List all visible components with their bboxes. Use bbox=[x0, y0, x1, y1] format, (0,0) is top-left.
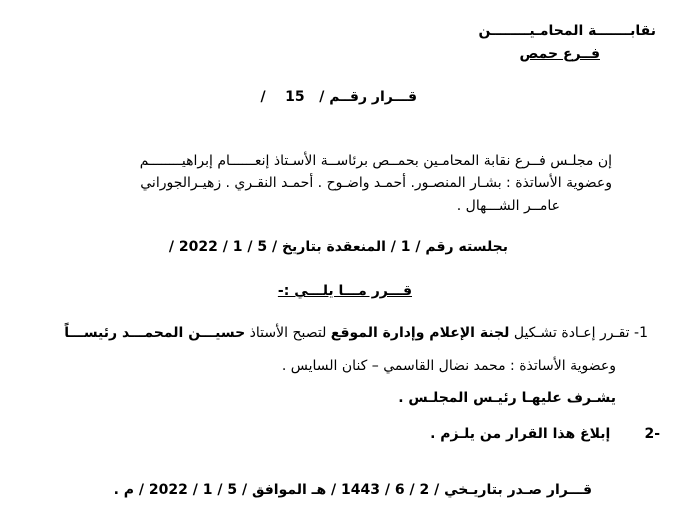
item-1-text-a: تقـرر إعـادة تشـكيل bbox=[513, 325, 630, 341]
intro-line-2: وعضوية الأساتذة : بشـار المنصـور. أحمـد واضـوح . أحمـد النقـري . زهيـرالجوراني bbox=[140, 175, 612, 191]
branch-name: فــرع حمص bbox=[519, 46, 600, 62]
item-1-number: 1- bbox=[634, 325, 648, 341]
decision-title bbox=[261, 88, 417, 106]
item-1-committee: لجنة الإعلام وإدارة الموقع bbox=[330, 325, 510, 341]
session-info: بجلسته رقم / 1 / المنعقدة بتاريخ / 5 / 1 / 2022 / bbox=[168, 239, 508, 255]
item-1-chair: حسيـــن المحمـــد رئيســـاً bbox=[64, 325, 246, 341]
item-2-text: إبلاغ هذا القرار من يلـزم . bbox=[430, 426, 611, 442]
item-2 bbox=[430, 425, 660, 443]
item-1-members: وعضوية الأساتذة : محمد نضال القاسمي – كنان السايس . bbox=[281, 358, 616, 374]
item-2-number: -2 bbox=[644, 426, 660, 442]
item-1-supervise: يشـرف عليهـا رئيـس المجلـس . bbox=[398, 390, 616, 406]
syndicate-name: نقابـــــــة المحامـيــــــــن bbox=[478, 23, 656, 39]
decision-title-label: قـــرار رقــم / bbox=[319, 89, 417, 105]
decided-heading: قـــرر مـــا يلـــي :- bbox=[277, 283, 412, 299]
intro-line-3: عامــر الشـــهال . bbox=[456, 198, 560, 214]
decision-title-slash: / bbox=[260, 89, 266, 105]
intro-line-1: إن مجلـس فــرع نقابة المحامـين بحمــص برئاســة الأسـتاذ إنعــــــام إبراهيــــــــم bbox=[139, 153, 612, 169]
footer-issued: قـــرار صـدر بتاريـخي / 2 / 6 / 1443 / هـ الموافق / 5 / 1 / 2022 / م . bbox=[113, 482, 592, 498]
decision-number: 15 bbox=[285, 89, 305, 105]
item-1-text-c: لتصبح الأستاذ bbox=[249, 325, 327, 341]
item-1 bbox=[64, 324, 648, 342]
